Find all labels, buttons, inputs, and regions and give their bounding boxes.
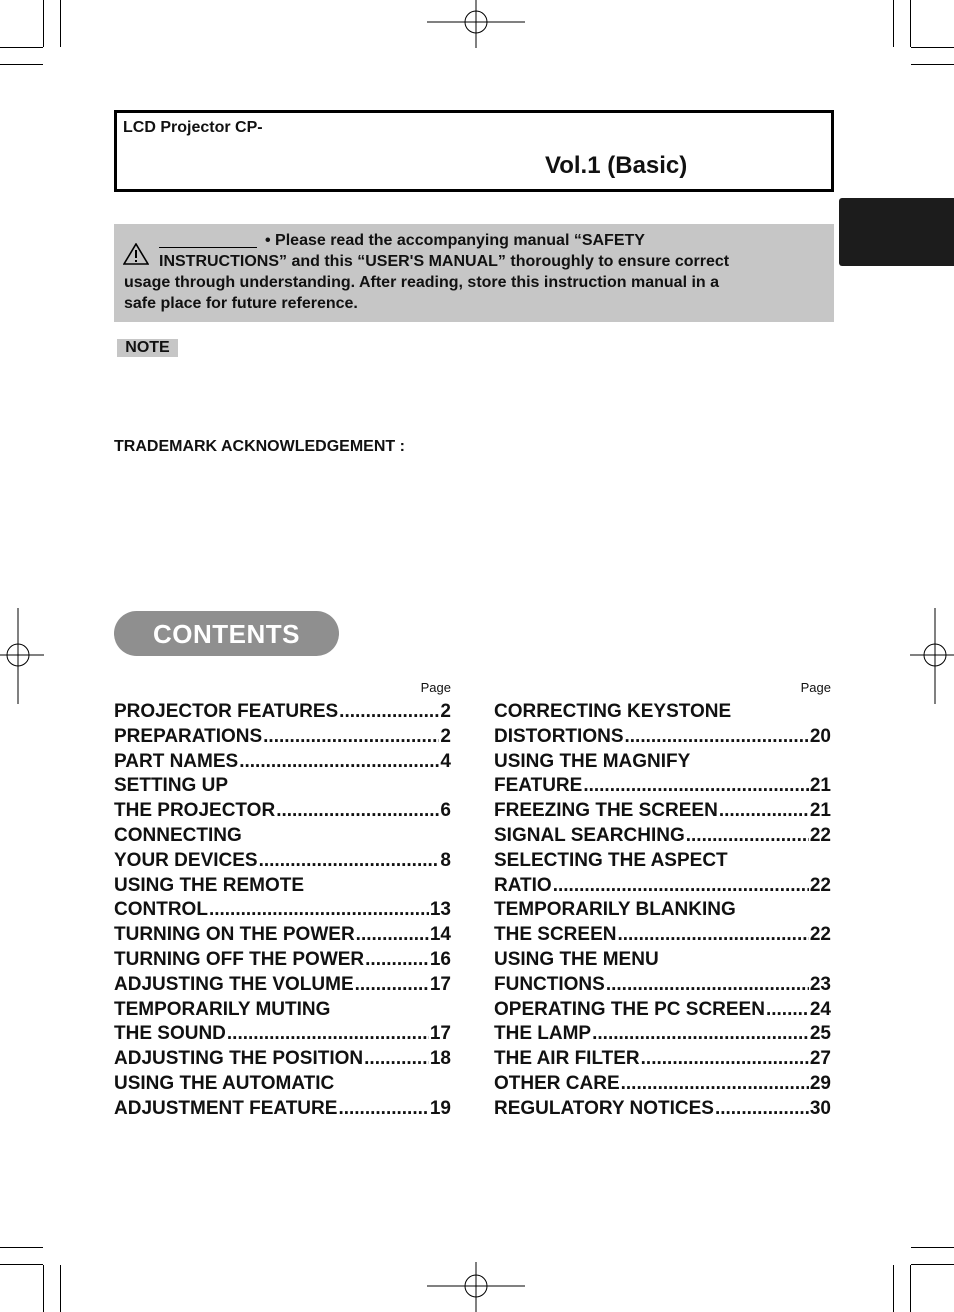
- toc-dot-leader: [606, 973, 809, 998]
- toc-entry-title: ADJUSTING THE VOLUME: [114, 973, 354, 995]
- toc-entry-title: PART NAMES: [114, 750, 239, 772]
- toc-entry-title: OPERATING THE PC SCREEN: [494, 998, 765, 1020]
- toc-column-right: [494, 678, 831, 1122]
- toc-entry-title: FREEZING THE SCREEN: [494, 800, 718, 822]
- toc-dot-leader: [625, 725, 809, 750]
- toc-entry[interactable]: [494, 898, 831, 923]
- toc-entry[interactable]: [494, 998, 831, 1023]
- toc-entry-title: TEMPORARILY MUTING: [114, 998, 331, 1020]
- toc-entry[interactable]: [494, 1097, 831, 1122]
- toc-entry-title: REGULATORY NOTICES: [494, 1097, 714, 1119]
- crop-mark: [0, 1264, 43, 1265]
- toc-entry[interactable]: [114, 725, 451, 750]
- toc-entry-page: 24: [809, 998, 831, 1020]
- toc-entry[interactable]: [114, 948, 451, 973]
- contents-heading: CONTENTS: [114, 611, 339, 656]
- toc-dot-leader: [339, 700, 439, 725]
- toc-entry[interactable]: [114, 1022, 451, 1047]
- toc-entry[interactable]: [114, 998, 451, 1023]
- toc-entry-page: 27: [809, 1048, 831, 1070]
- crop-mark: [910, 1265, 911, 1312]
- warning-text-line: safe place for future reference.: [124, 295, 358, 312]
- toc-entry-title: THE AIR FILTER: [494, 1048, 640, 1070]
- toc-entry-page: 22: [809, 874, 831, 896]
- toc-entry-page: 30: [809, 1097, 831, 1119]
- toc-entry[interactable]: [494, 750, 831, 775]
- toc-entry[interactable]: [494, 973, 831, 998]
- toc-entry-page: 6: [440, 800, 451, 822]
- toc-entry-page: 21: [809, 800, 831, 822]
- toc-entry-title: USING THE AUTOMATIC: [114, 1072, 335, 1094]
- toc-entry[interactable]: [114, 973, 451, 998]
- toc-dot-leader: [239, 750, 439, 775]
- toc-entry-page: 8: [440, 849, 451, 871]
- toc-entry-page: 25: [809, 1023, 831, 1045]
- toc-entry[interactable]: [494, 1072, 831, 1097]
- toc-entry[interactable]: [494, 1047, 831, 1072]
- toc-entry[interactable]: [494, 824, 831, 849]
- toc-entry-title: TURNING ON THE POWER: [114, 924, 355, 946]
- crop-mark: [43, 1265, 44, 1312]
- toc-entry-page: 17: [429, 973, 451, 995]
- toc-entry-title: USING THE MAGNIFY: [494, 750, 691, 772]
- toc-dot-leader: [621, 1072, 809, 1097]
- crop-mark: [911, 1264, 954, 1265]
- toc-dot-leader: [276, 799, 439, 824]
- warning-triangle-icon: [123, 243, 149, 265]
- warning-blank-underline: [159, 247, 257, 248]
- toc-entry-title: FUNCTIONS: [494, 973, 605, 995]
- crop-mark: [60, 0, 61, 47]
- toc-dot-leader: [719, 799, 809, 824]
- toc-dot-leader: [583, 774, 809, 799]
- registration-mark-left: [0, 608, 44, 704]
- toc-entry-title: USING THE MENU: [494, 948, 659, 970]
- toc-entry[interactable]: [114, 750, 451, 775]
- toc-entry-title: SELECTING THE ASPECT: [494, 849, 728, 871]
- toc-entry[interactable]: [114, 1047, 451, 1072]
- toc-entry[interactable]: [114, 1097, 451, 1122]
- toc-dot-leader: [209, 898, 429, 923]
- toc-entry[interactable]: [114, 1072, 451, 1097]
- crop-mark: [0, 1247, 43, 1248]
- toc-entry-title: TURNING OFF THE POWER: [114, 948, 365, 970]
- toc-dot-leader: [766, 998, 809, 1023]
- crop-mark: [910, 0, 911, 47]
- toc-dot-leader: [338, 1097, 428, 1122]
- toc-entry-title: USING THE REMOTE: [114, 874, 305, 896]
- toc-dot-leader: [641, 1047, 809, 1072]
- toc-entry[interactable]: [494, 948, 831, 973]
- toc-entry[interactable]: [114, 824, 451, 849]
- crop-mark: [43, 0, 44, 47]
- toc-dot-leader: [686, 824, 809, 849]
- toc-entry-page: 13: [429, 899, 451, 921]
- toc-entry-title: THE SOUND: [114, 1023, 226, 1045]
- toc-entry-page: 20: [809, 725, 831, 747]
- registration-mark-bottom: [427, 1262, 525, 1312]
- toc-entry-title: ADJUSTING THE POSITION: [114, 1048, 364, 1070]
- toc-entry-page: 21: [809, 775, 831, 797]
- toc-dot-leader: [364, 1047, 429, 1072]
- toc-entry-page: 22: [809, 824, 831, 846]
- toc-entry[interactable]: [494, 1022, 831, 1047]
- toc-entry[interactable]: [494, 849, 831, 874]
- toc-entry-title: THE LAMP: [494, 1023, 592, 1045]
- toc-entry-title: THE PROJECTOR: [114, 800, 276, 822]
- toc-entry-page: 19: [429, 1097, 451, 1119]
- toc-dot-leader: [553, 874, 809, 899]
- toc-entry-title: DISTORTIONS: [494, 725, 624, 747]
- crop-mark: [893, 0, 894, 47]
- toc-entry[interactable]: [114, 849, 451, 874]
- crop-mark: [0, 64, 43, 65]
- toc-dot-leader: [356, 923, 429, 948]
- toc-entry[interactable]: [494, 725, 831, 750]
- warning-text-line: INSTRUCTIONS” and this “USER'S MANUAL” thoroughly to ensure correct: [159, 253, 730, 270]
- toc-entry-title: OTHER CARE: [494, 1072, 620, 1094]
- registration-mark-right: [910, 608, 954, 704]
- toc-dot-leader: [259, 849, 440, 874]
- toc-entry-title: RATIO: [494, 874, 552, 896]
- page-column-header: Page: [420, 680, 451, 695]
- toc-entry-page: 2: [440, 701, 451, 722]
- trademark-heading: TRADEMARK ACKNOWLEDGEMENT :: [114, 438, 405, 455]
- crop-mark: [893, 1265, 894, 1312]
- toc-entry[interactable]: [114, 774, 451, 799]
- toc-dot-leader: [355, 973, 429, 998]
- toc-entry-page: 4: [440, 750, 451, 772]
- toc-column-left: [114, 678, 451, 1122]
- safety-warning-box: [114, 224, 834, 322]
- toc-entry-title: SIGNAL SEARCHING: [494, 824, 685, 846]
- crop-mark: [911, 1247, 954, 1248]
- note-label: NOTE: [117, 339, 178, 357]
- warning-text-line: • Please read the accompanying manual “SAFETY: [265, 232, 645, 249]
- toc-entry-page: 29: [809, 1072, 831, 1094]
- toc-entry[interactable]: [114, 799, 451, 824]
- toc-entry-page: 18: [429, 1048, 451, 1070]
- volume-title: Vol.1 (Basic): [545, 152, 688, 179]
- toc-dot-leader: [715, 1097, 809, 1122]
- crop-mark: [911, 47, 954, 48]
- toc-entry[interactable]: [114, 898, 451, 923]
- warning-text-line: usage through understanding. After reading, store this instruction manual in a: [124, 274, 720, 291]
- toc-entry-title: YOUR DEVICES: [114, 849, 258, 871]
- toc-entry-title: PROJECTOR FEATURES: [114, 701, 339, 722]
- crop-mark: [911, 64, 954, 65]
- toc-entry-page: 16: [429, 948, 451, 970]
- model-label: LCD Projector CP-: [123, 119, 263, 136]
- registration-mark-top: [427, 0, 525, 48]
- toc-dot-leader: [365, 948, 429, 973]
- toc-entry[interactable]: [494, 700, 831, 725]
- toc-entry-title: SETTING UP: [114, 775, 229, 797]
- crop-mark: [0, 47, 43, 48]
- toc-entry-title: ADJUSTMENT FEATURE: [114, 1097, 338, 1119]
- toc-entry[interactable]: [494, 923, 831, 948]
- language-tab: [839, 198, 954, 266]
- page-column-header: Page: [800, 680, 831, 695]
- toc-entry-page: 22: [809, 924, 831, 946]
- toc-entry-title: THE SCREEN: [494, 924, 617, 946]
- toc-entry-title: CORRECTING KEYSTONE: [494, 701, 732, 722]
- toc-entry[interactable]: [114, 923, 451, 948]
- crop-mark: [60, 1265, 61, 1312]
- toc-dot-leader: [617, 923, 808, 948]
- toc-entry-page: 17: [429, 1023, 451, 1045]
- toc-dot-leader: [263, 725, 439, 750]
- toc-entry[interactable]: [494, 774, 831, 799]
- toc-entry-page: 23: [809, 973, 831, 995]
- toc-entry-page: 2: [440, 725, 451, 747]
- toc-entry[interactable]: [114, 874, 451, 899]
- toc-entry[interactable]: [494, 874, 831, 899]
- toc-entry-title: PREPARATIONS: [114, 725, 263, 747]
- toc-entry-title: CONTROL: [114, 899, 208, 921]
- toc-dot-leader: [227, 1022, 429, 1047]
- toc-entry[interactable]: [494, 799, 831, 824]
- title-box: [114, 110, 834, 192]
- toc-entry-title: FEATURE: [494, 775, 583, 797]
- toc-dot-leader: [592, 1022, 809, 1047]
- toc-entry-title: TEMPORARILY BLANKING: [494, 899, 736, 921]
- toc-entry-page: 14: [429, 924, 451, 946]
- toc-entry[interactable]: [114, 700, 451, 725]
- toc-entry-title: CONNECTING: [114, 824, 242, 846]
